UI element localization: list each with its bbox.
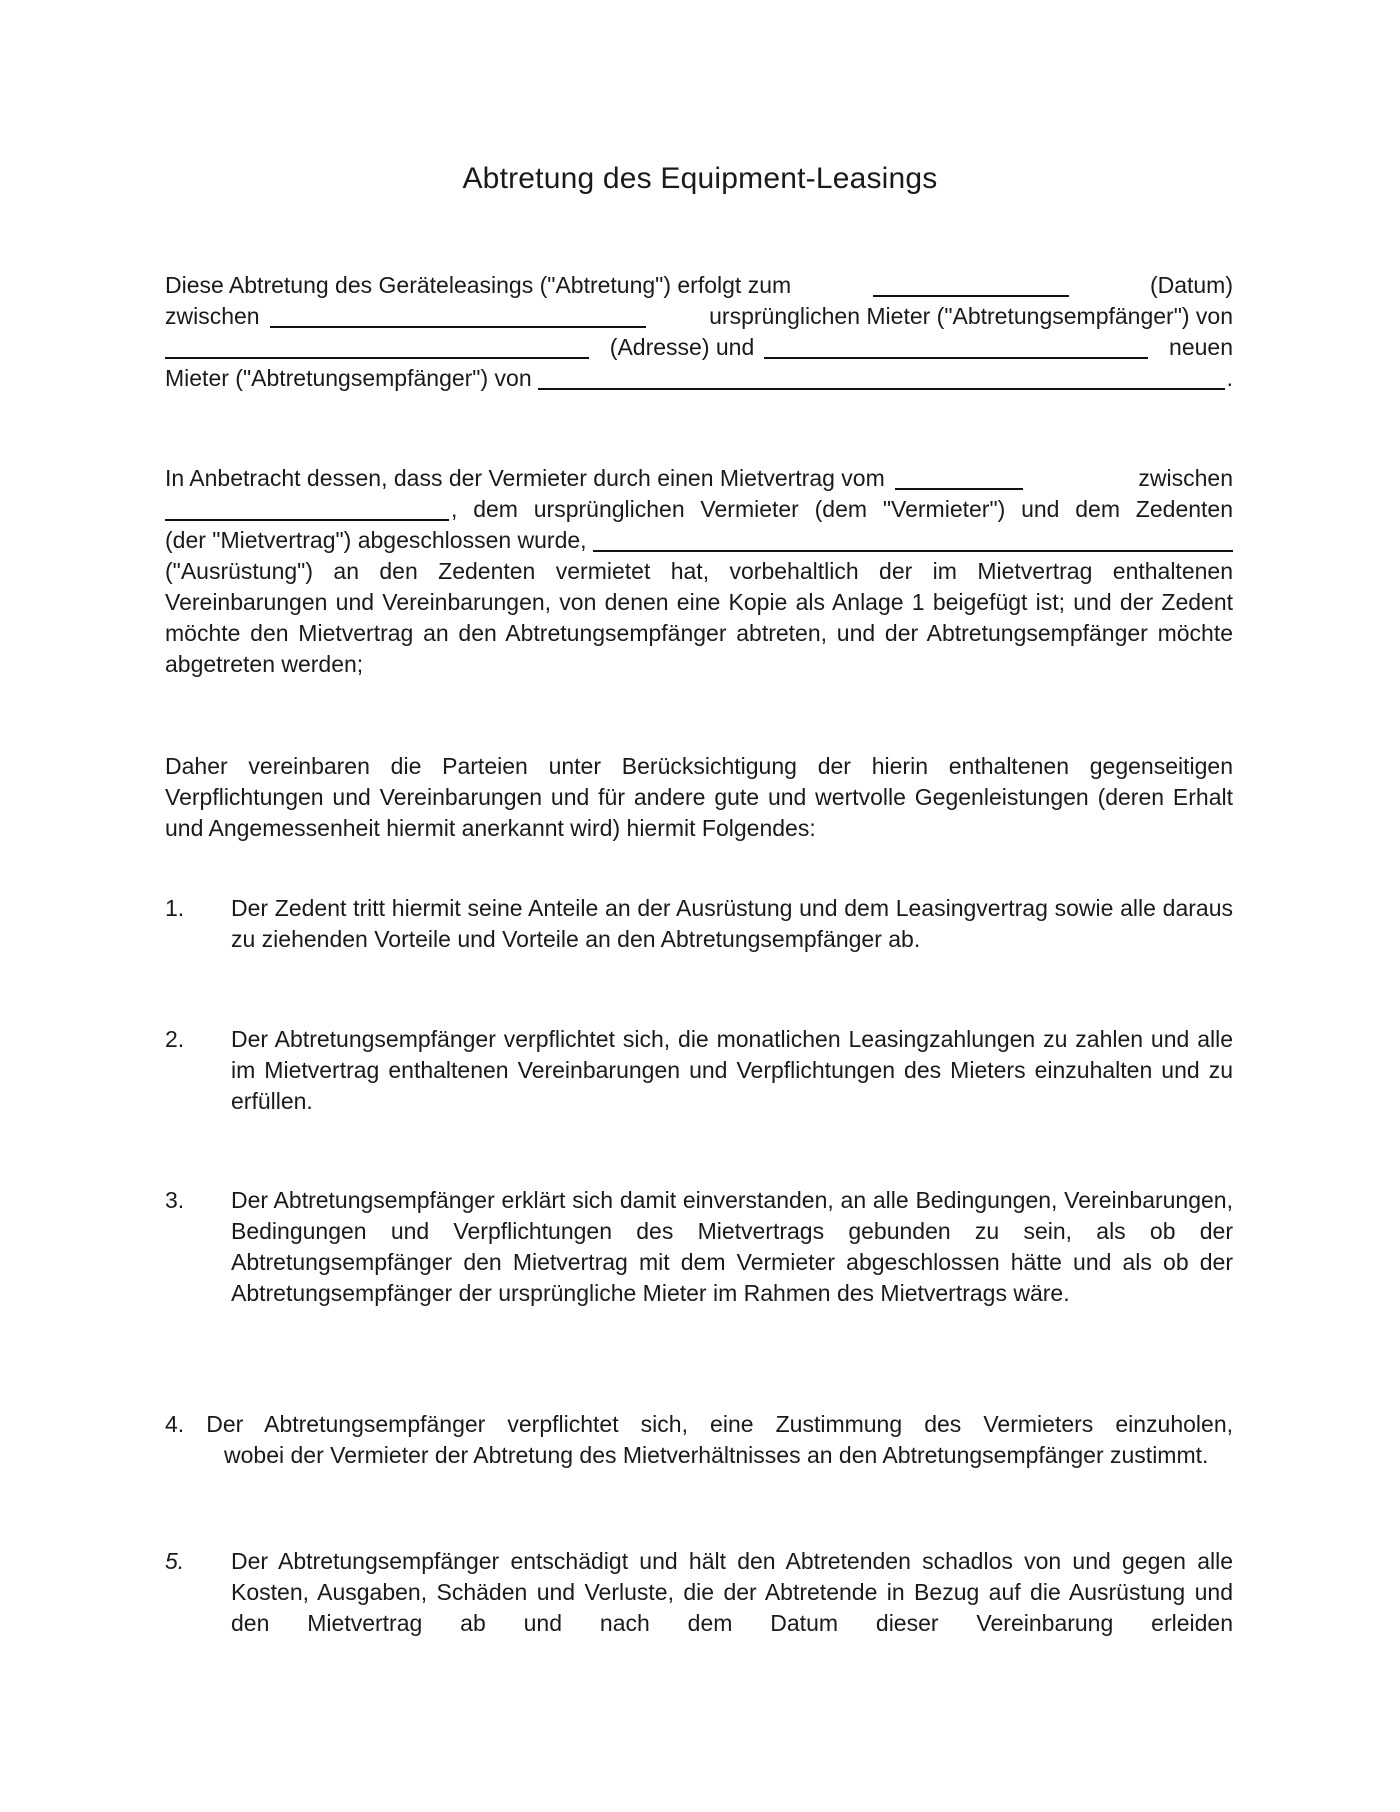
intro-line-4 [165,363,1233,394]
address-blank[interactable] [165,335,589,359]
assignee-name-blank[interactable] [764,335,1148,359]
intro-text-3b: neuen [1169,334,1233,360]
therefore-paragraph: Daher vereinbaren die Parteien unter Berücksichtigung der hierin enthaltenen gegenseitigen Verpflichtungen und Vereinbarungen und für andere gute und wertvolle Gegenleistungen (deren Erhalt und Angemessenheit hiermit anerkannt wird) hiermit Folgendes: [165,753,1233,841]
intro-line-3 [165,332,1233,363]
item-text-4-lead [165,1409,1233,1440]
lessor-name-blank[interactable] [165,497,449,521]
whereas-text-3a: (der "Mietvertrag") abgeschlossen wurde, [165,527,587,553]
intro-paragraph [165,270,1233,394]
item-number-3: 3. [165,1187,185,1213]
assignor-name-blank[interactable] [270,304,646,328]
item-text-2: Der Abtretungsempfänger verpflichtet sich, die monatlichen Leasingzahlungen zu zahlen und alle im Mietvertrag enthaltenen Vereinbarungen und Verpflichtungen des Mieters einzuhalten und zu erfüllen. [231,1026,1233,1114]
item-number-1: 1. [165,895,185,921]
item-text-3: Der Abtretungsempfänger erklärt sich damit einverstanden, an alle Bedingungen, Vereinbarungen, Bedingungen und Verpflichtungen des Mietvertrags gebunden zu sein, als ob der Abtretungsempfänger den Mietvertrag mit dem Vermieter abgeschlossen hätte und als ob der Abtretungsempfänger der ursprüngliche Mieter im Rahmen des Mietvertrags wäre. [231,1187,1233,1306]
intro-text-4a: Mieter ("Abtretungsempfänger") von [165,365,532,391]
whereas-line-2 [165,494,1233,525]
whereas-text-1a: In Anbetracht dessen, dass der Vermieter durch einen Mietvertrag vom [165,465,885,491]
item-number-5: 5. [165,1548,185,1574]
whereas-text-2a: , dem ursprünglichen Vermieter (dem "Vermieter") und dem Zedenten [451,496,1233,522]
whereas-text-1b: zwischen [1138,465,1233,491]
list-item-1 [165,893,1233,955]
list-item-2 [165,1024,1233,1117]
whereas-paragraph [165,463,1233,680]
item-text-4-cont: wobei der Vermieter der Abtretung des Mietverhältnisses an den Abtretungsempfänger zustimmt. [224,1442,1209,1468]
whereas-text-rest: ("Ausrüstung") an den Zedenten vermietet hat, vorbehaltlich der im Mietvertrag enthaltenen Vereinbarungen und Vereinbarungen, von denen eine Kopie als Anlage 1 beigefügt ist; und der Zedent möchte den Mietvertrag an den Abtretungsempfänger abtreten, und der Abtretungsempfänger möchte abgetreten werden; [165,558,1233,677]
intro-text-2a: zwischen [165,303,260,329]
intro-line-2 [165,301,1233,332]
equipment-description-blank[interactable] [593,528,1233,552]
intro-line-1 [165,270,1233,301]
whereas-line-3 [165,525,1233,556]
intro-text-4-end: . [1226,365,1233,391]
assignee-address-blank[interactable] [538,366,1225,390]
item-number-2: 2. [165,1026,185,1052]
whereas-line-1 [165,463,1233,494]
date-blank[interactable] [873,273,1069,297]
intro-text-2b: ursprünglichen Mieter ("Abtretungsempfänger") von [709,303,1233,329]
document-title: Abtretung des Equipment-Leasings [462,162,938,195]
intro-text-1a: Diese Abtretung des Geräteleasings ("Abtretung") erfolgt zum [165,272,792,298]
intro-text-1b: (Datum) [1149,272,1233,298]
item-text-4-first: Der Abtretungsempfänger verpflichtet sich, eine Zustimmung des Vermieters einzuholen, [206,1411,1234,1437]
lease-date-blank[interactable] [895,466,1023,490]
item-text-1: Der Zedent tritt hiermit seine Anteile an der Ausrüstung und dem Leasingvertrag sowie alle daraus zu ziehenden Vorteile und Vorteile an den Abtretungsempfänger ab. [231,895,1233,952]
list-item-5 [165,1546,1233,1639]
list-item-3 [165,1185,1233,1309]
item-number-4: 4. [165,1411,185,1437]
intro-text-3a: (Adresse) und [609,334,755,360]
list-item-4 [165,1409,1233,1471]
item-text-5: Der Abtretungsempfänger entschädigt und hält den Abtretenden schadlos von und gegen alle Kosten, Ausgaben, Schäden und Verluste, die der Abtretende in Bezug auf die Ausrüstung und den Mietvertrag ab und nach dem Datum dieser Vereinbarung erleiden [231,1548,1233,1636]
